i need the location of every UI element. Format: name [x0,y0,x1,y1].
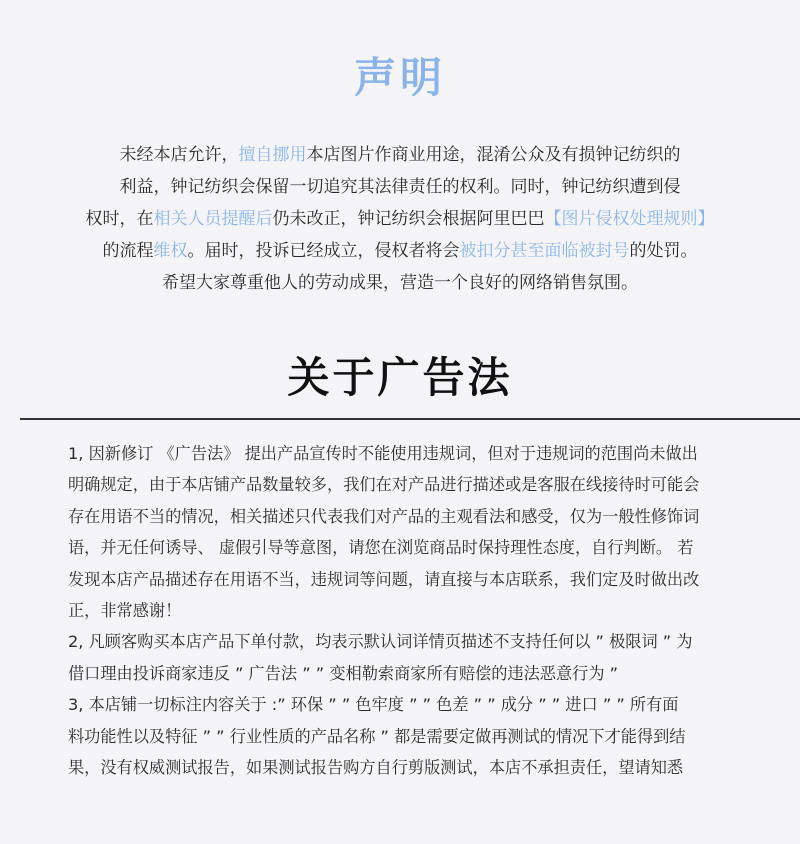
statement-title: 声明 [353,53,446,102]
ad-law-line: 1, 因新修订 《广告法》 提出产品宣传时不能使用违规词，但对于违规词的范围尚未做出 [68,444,698,463]
ad-law-line: 果，没有权威测试报告，如果测试报告购方自行剪版测试，本店不承担责任，望请知悉 [68,758,684,778]
ad-law-line: 2, 凡顾客购买本店产品下单付款，均表示默认词详情页描述不支持任何以 ” 极限词 ” 为 [68,632,693,652]
statement-line: 权时，在相关人员提醒后仍未改正，钟记纺织会根据阿里巴巴【图片侵权处理规则】 [85,209,715,229]
ad-law-line: 存在用语不当的情况，相关描述只代表我们对产品的主观看法和感受，仅为一般性修饰词 [68,506,700,526]
highlight-text: 相关人员提醒后 [153,209,273,229]
ad-law-line: 3, 本店铺一切标注内容关于 :” 环保 ” ” 色牢度 ” ” 色差 ” ” 成分 ” ” 进口 ” ” 所有面 [68,695,679,715]
ad-law-body [68,438,768,783]
highlight-text: 【图片侵权处理规则】 [544,209,715,229]
statement-line: 未经本店允许，擅自挪用本店图片作商业用途，混淆公众及有损钟记纺织的 [119,145,681,165]
statement-line: 的流程维权。届时，投诉已经成立，侵权者将会被扣分甚至面临被封号的处罚。 [102,241,698,261]
ad-law-line: 语，并无任何诱导、 虚假引导等意图，请您在浏览商品时保持理性态度，自行判断。 若 [68,538,694,558]
statement-line: 希望大家尊重他人的劳动成果，营造一个良好的网络销售氛围。 [162,273,638,293]
ad-law-line: 正，非常感谢！ [68,601,182,621]
statement-line: 利益，钟记纺织会保留一切追究其法律责任的权利。同时，钟记纺织遭到侵 [119,177,681,197]
highlight-text: 擅自挪用 [238,145,307,165]
ad-law-line: 明确规定，由于本店铺产品数量较多，我们在对产品进行描述或是客服在线接待时可能会 [68,475,700,495]
statement-body [60,139,740,299]
highlight-text: 维权 [153,241,188,261]
ad-law-line: 发现本店产品描述存在用语不当，违规词等问题，请直接与本店联系，我们定及时做出改 [68,569,700,589]
ad-law-title: 关于广告法 [287,353,513,402]
section-divider [20,418,800,420]
ad-law-line: 借口理由投诉商家违反 ” 广告法 ” ” 变相勒索商家所有赔偿的违法恶意行为 ” [68,663,619,683]
highlight-text: 被扣分甚至面临被封号 [459,241,630,261]
ad-law-line: 料功能性以及特征 ” ” 行业性质的产品名称 ” 都是需要定做再测试的情况下才能得到结 [68,726,686,746]
